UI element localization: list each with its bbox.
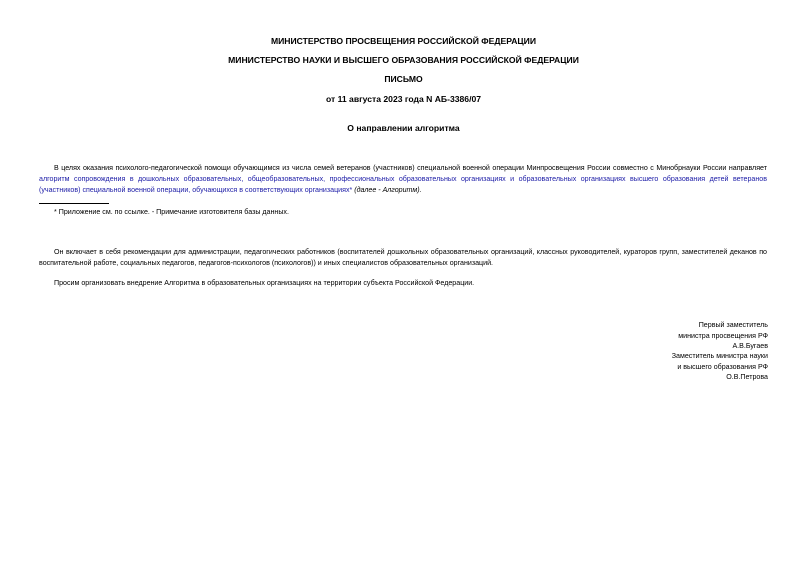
- signer-2-title-line-1: Заместитель министра науки: [671, 352, 768, 360]
- footnote: * Приложение см. по ссылке. - Примечание изготовителя базы данных.: [54, 208, 289, 216]
- signer-2-title-line-2: и высшего образования РФ: [677, 362, 768, 371]
- signer-2-name: О.В.Петрова: [726, 373, 768, 381]
- ministry-title-2: МИНИСТЕРСТВО НАУКИ И ВЫСШЕГО ОБРАЗОВАНИЯ РОССИЙСКОЙ ФЕДЕРАЦИИ: [228, 55, 579, 65]
- signer-1-name: А.В.Бугаев: [732, 342, 768, 350]
- signature-block-2: [568, 351, 768, 383]
- footnote-divider: [39, 203, 109, 204]
- paragraph-1-text: В целях оказания психолого-педагогической помощи обучающимся из числа семей ветеранов (участников) специальной военной операции Минпросвещения России совместно с Минобрнауки России направляет: [54, 164, 767, 172]
- paragraph-3: Просим организовать внедрение Алгоритма в образовательных организациях на территории субъекта Российской Федерации.: [54, 279, 475, 287]
- document-subject: О направлении алгоритма: [347, 123, 460, 133]
- signer-1-title-line-1: Первый заместитель: [698, 321, 768, 329]
- document-date-number: от 11 августа 2023 года N АБ-3386/07: [325, 94, 482, 104]
- paragraph-1: [39, 163, 767, 196]
- document-type: ПИСЬМО: [384, 74, 423, 84]
- paragraph-2: Он включает в себя рекомендации для администрации, педагогических работников (воспитателей дошкольных образовательных организаций, классных руководителей, кураторов групп, заместителей деканов по воспитательной работе, социальных педагогов, педагогов-психологов (психологов)) и иных специалистов образовательных организаций.: [39, 248, 767, 267]
- algorithm-link[interactable]: алгоритм сопровождения в дошкольных образовательных, общеобразовательных, профессиональных образовательных организациях и образовательных организациях высшего образования детей ветеранов (участников) специальной военной операции, обучающихся в соответствующих организациях*: [39, 175, 767, 194]
- signer-1-title-line-2: министра просвещения РФ: [678, 331, 768, 340]
- paragraph-1-tail: (далее - Алгоритм).: [352, 186, 422, 194]
- ministry-title-1: МИНИСТЕРСТВО ПРОСВЕЩЕНИЯ РОССИЙСКОЙ ФЕДЕРАЦИИ: [270, 36, 537, 46]
- signature-block-1: [568, 320, 768, 352]
